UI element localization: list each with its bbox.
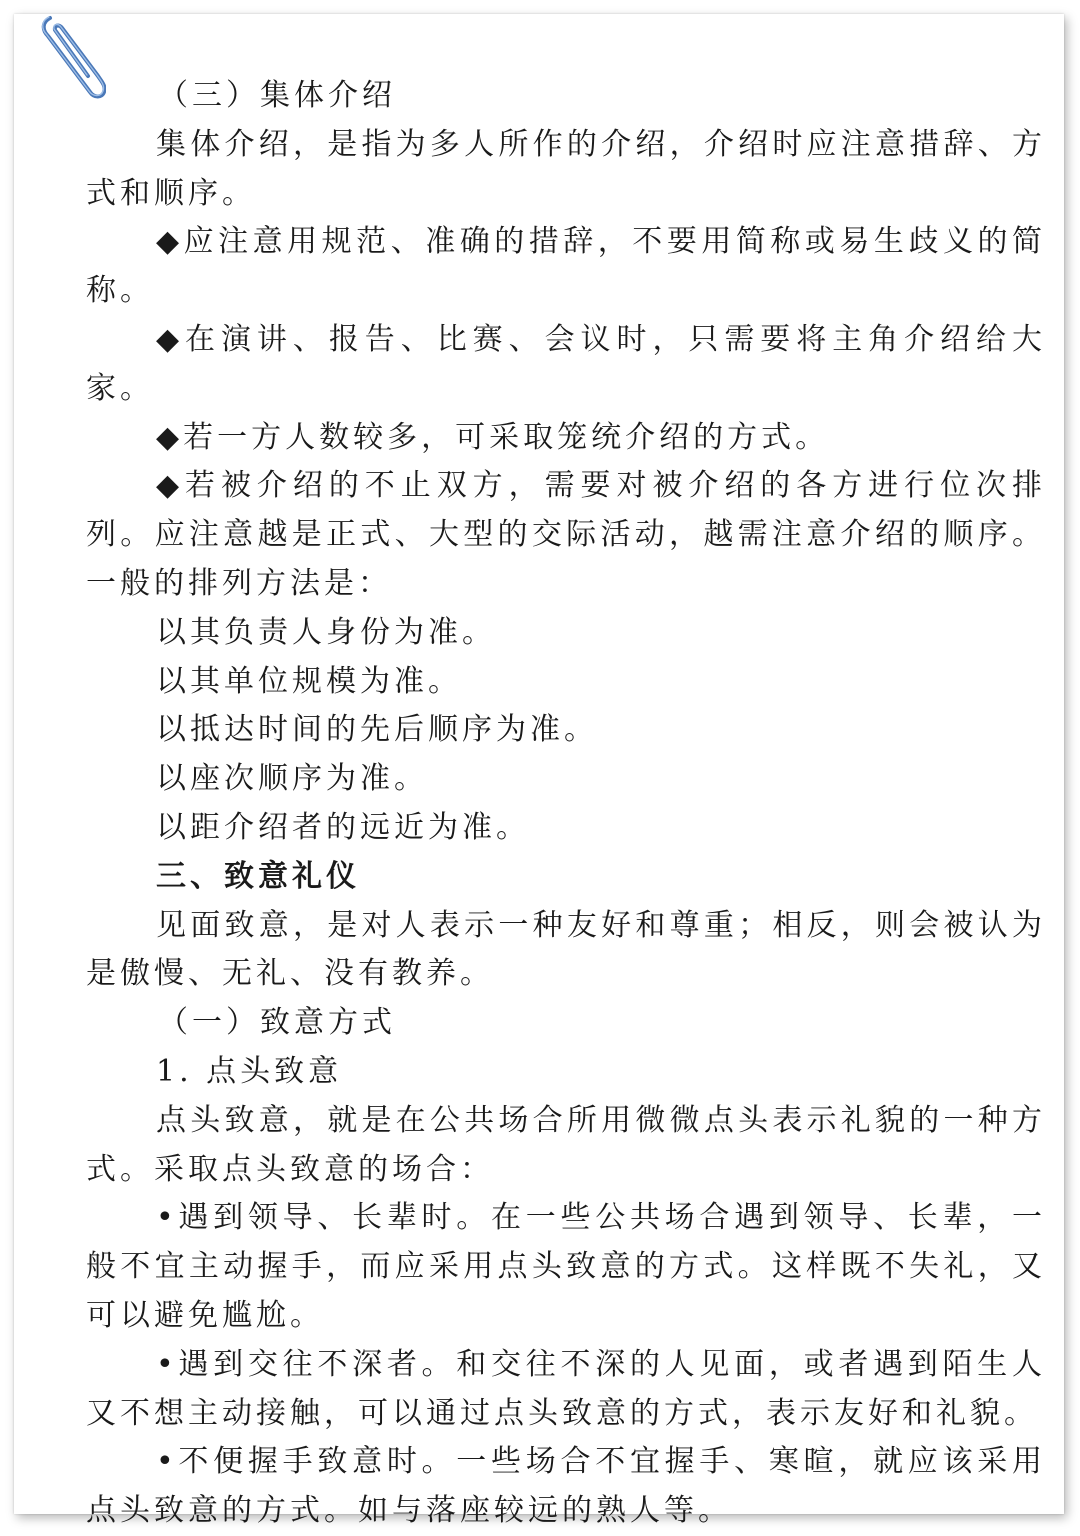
paragraph: ◆应注意用规范、准确的措辞，不要用简称或易生歧义的简称。 bbox=[86, 224, 1046, 309]
paragraph: ◆在演讲、报告、比赛、会议时，只需要将主角介绍给大家。 bbox=[86, 321, 1046, 406]
paragraph: •不便握手致意时。一些场合不宜握手、寒暄，就应该采用点头致意的方式。如与落座较远的熟人等。 bbox=[86, 1444, 1046, 1529]
paragraph: 以其负责人身份为准。 bbox=[156, 614, 496, 650]
paragraph: （三）集体介绍 bbox=[158, 78, 396, 113]
paragraph: ◆若被介绍的不止双方，需要对被介绍的各方进行位次排列。应注意越是正式、大型的交际活动，越需注意介绍的顺序。一般的排列方法是： bbox=[86, 468, 1046, 601]
section-heading: 三、致意礼仪 bbox=[156, 858, 360, 894]
paragraph: 以座次顺序为准。 bbox=[156, 761, 428, 797]
paragraph: 1. 点头致意 bbox=[156, 1053, 343, 1089]
paragraph: 以距介绍者的远近为准。 bbox=[156, 809, 530, 845]
paragraph: 集体介绍，是指为多人所作的介绍，介绍时应注意措辞、方式和顺序。 bbox=[86, 126, 1046, 211]
paragraph: 以其单位规模为准。 bbox=[156, 663, 462, 699]
document-body bbox=[86, 72, 1046, 1536]
paragraph: 点头致意，就是在公共场合所用微微点头表示礼貌的一种方式。采取点头致意的场合： bbox=[86, 1102, 1046, 1187]
paragraph: 见面致意，是对人表示一种友好和尊重；相反，则会被认为是傲慢、无礼、没有教养。 bbox=[86, 907, 1046, 992]
paragraph: •遇到领导、长辈时。在一些公共场合遇到领导、长辈，一般不宜主动握手，而应采用点头致意的方式。这样既不失礼，又可以避免尴尬。 bbox=[86, 1200, 1046, 1333]
paragraph: ◆若一方人数较多，可采取笼统介绍的方式。 bbox=[156, 419, 830, 455]
document-page bbox=[14, 14, 1064, 1529]
paragraph: （一）致意方式 bbox=[158, 1005, 396, 1041]
paragraph: 以抵达时间的先后顺序为准。 bbox=[156, 712, 598, 748]
paragraph: •遇到交往不深者。和交往不深的人见面，或者遇到陌生人又不想主动接触，可以通过点头致意的方式，表示友好和礼貌。 bbox=[86, 1346, 1046, 1431]
